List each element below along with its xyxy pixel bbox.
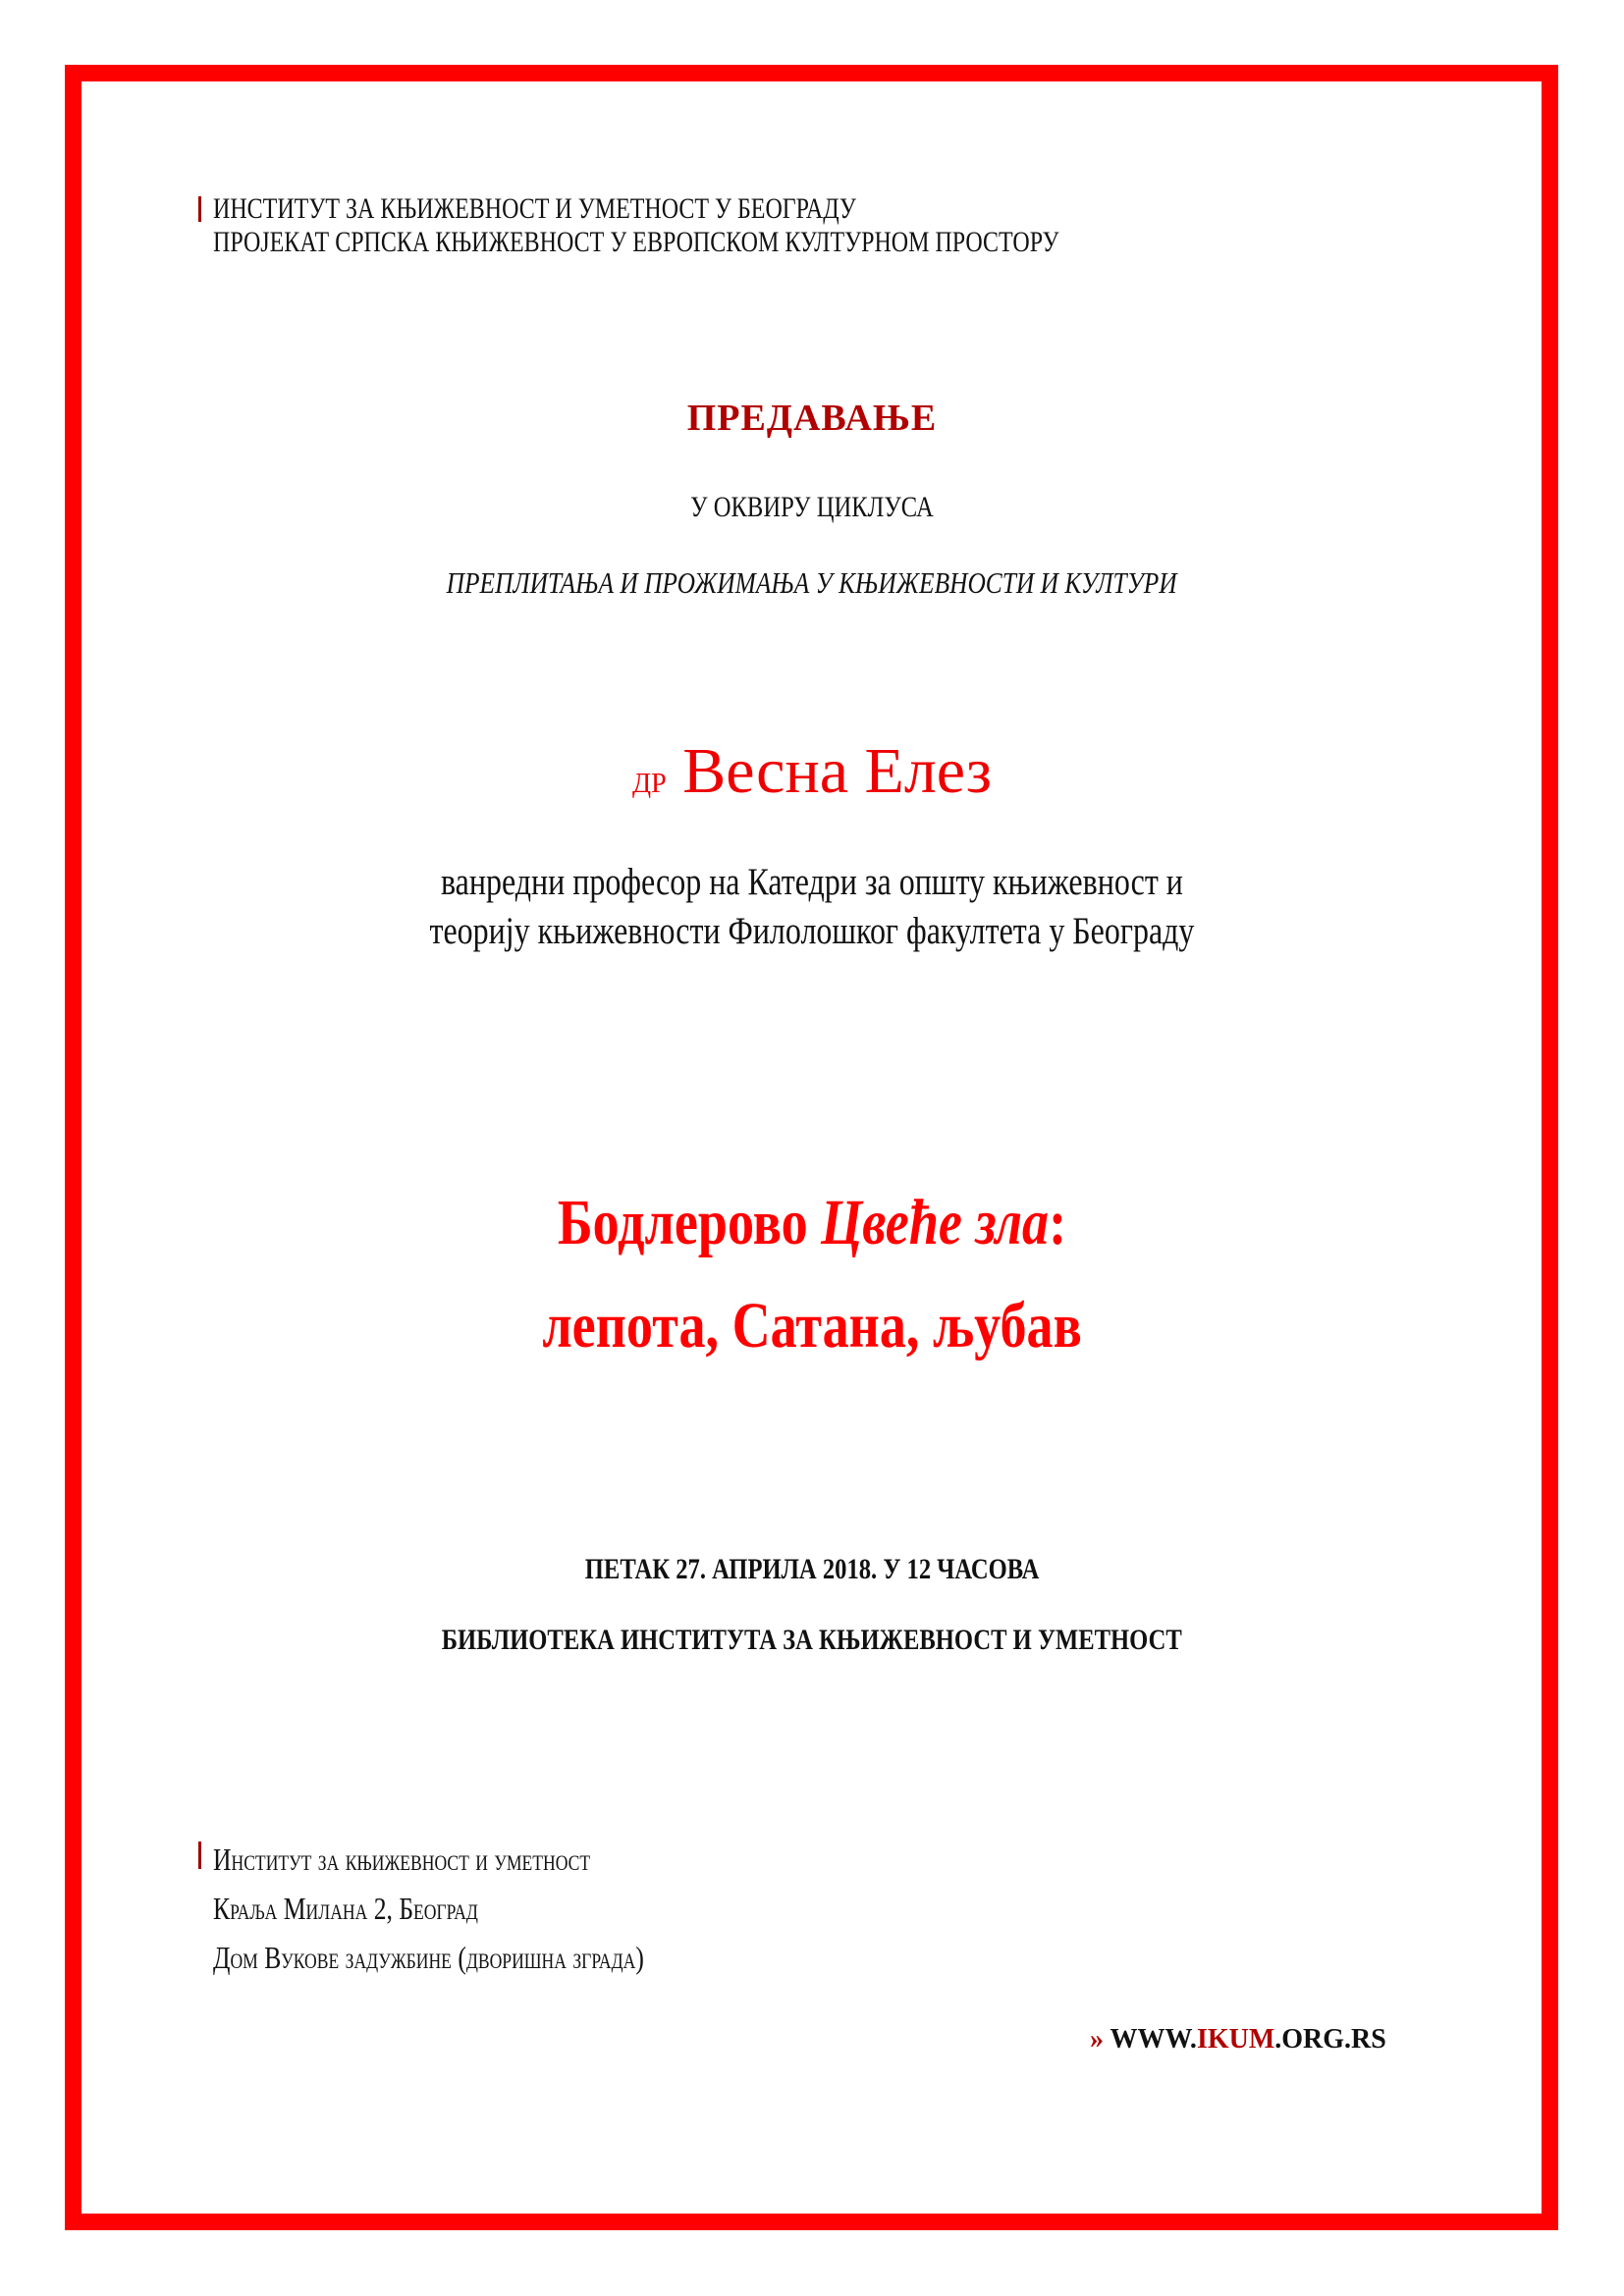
cycle-title [0, 565, 1624, 601]
website-suffix: .ORG.RS [1274, 2024, 1386, 2055]
header-project [213, 228, 1271, 257]
header-accent-bar [198, 196, 201, 222]
cycle-title-text: ПРЕПЛИТАЊА И ПРОЖИМАЊА У КЊИЖЕВНОСТИ И КУЛТУРИ [446, 565, 1177, 600]
header-institute [213, 194, 1017, 224]
speaker-title-prefix: др [632, 757, 667, 801]
affiliation-text-1: ванредни професор на Катедри за општу књижевност и [441, 861, 1183, 903]
lecture-title-line2 [0, 1289, 1624, 1363]
event-type-text: ПРЕДАВАЊЕ [686, 398, 938, 439]
address-accent-bar [198, 1842, 201, 1869]
event-venue [0, 1624, 1624, 1657]
header-institute-text: ИНСТИТУТ ЗА КЊИЖЕВНОСТ И УМЕТНОСТ У БЕОГРАДУ [213, 192, 856, 225]
website-highlight: IKUM [1196, 2024, 1275, 2055]
address-line1 [213, 1842, 684, 1877]
lecture-title-plain: Бодлерово [557, 1187, 822, 1258]
speaker-name-text: Весна Елез [682, 735, 992, 807]
speaker-affiliation-line2 [0, 909, 1624, 953]
event-type-heading [0, 397, 1624, 440]
affiliation-text-2: теорију књижевности Филолошког факултета у Београду [429, 910, 1195, 952]
event-datetime-text: ПЕТАК 27. АПРИЛА 2018. У 12 ЧАСОВА [584, 1553, 1040, 1585]
website-prefix: WWW. [1110, 2024, 1197, 2055]
lecture-title-line1 [0, 1186, 1624, 1260]
address-street: Краља Милана 2, Београд [213, 1891, 478, 1926]
event-datetime [0, 1553, 1624, 1586]
cycle-intro [0, 491, 1624, 524]
address-institute: Институт за књижевност и уметност [213, 1842, 591, 1877]
website-link[interactable] [1090, 2024, 1386, 2056]
address-building: Дом Вукове задужбине (дворишна зграда) [213, 1940, 644, 1975]
speaker-affiliation-line1 [0, 860, 1624, 904]
lecture-title-subtitle: лепота, Сатана, љубав [542, 1290, 1082, 1362]
header-project-text: ПРОЈЕКАТ СРПСКА КЊИЖЕВНОСТ У ЕВРОПСКОМ КУЛТУРНОМ ПРОСТОРУ [213, 226, 1059, 258]
lecture-title-colon: : [1049, 1187, 1067, 1258]
address-line3 [213, 1940, 752, 1975]
speaker-name [0, 734, 1624, 809]
lecture-title-italic: Цвеће зла [821, 1187, 1050, 1258]
address-line2 [213, 1891, 544, 1926]
cycle-intro-text: У ОКВИРУ ЦИКЛУСА [690, 491, 934, 523]
double-chevron-right-icon: » [1090, 2024, 1104, 2055]
event-venue-text: БИБЛИОТЕКА ИНСТИТУТА ЗА КЊИЖЕВНОСТ И УМЕТНОСТ [441, 1624, 1183, 1656]
